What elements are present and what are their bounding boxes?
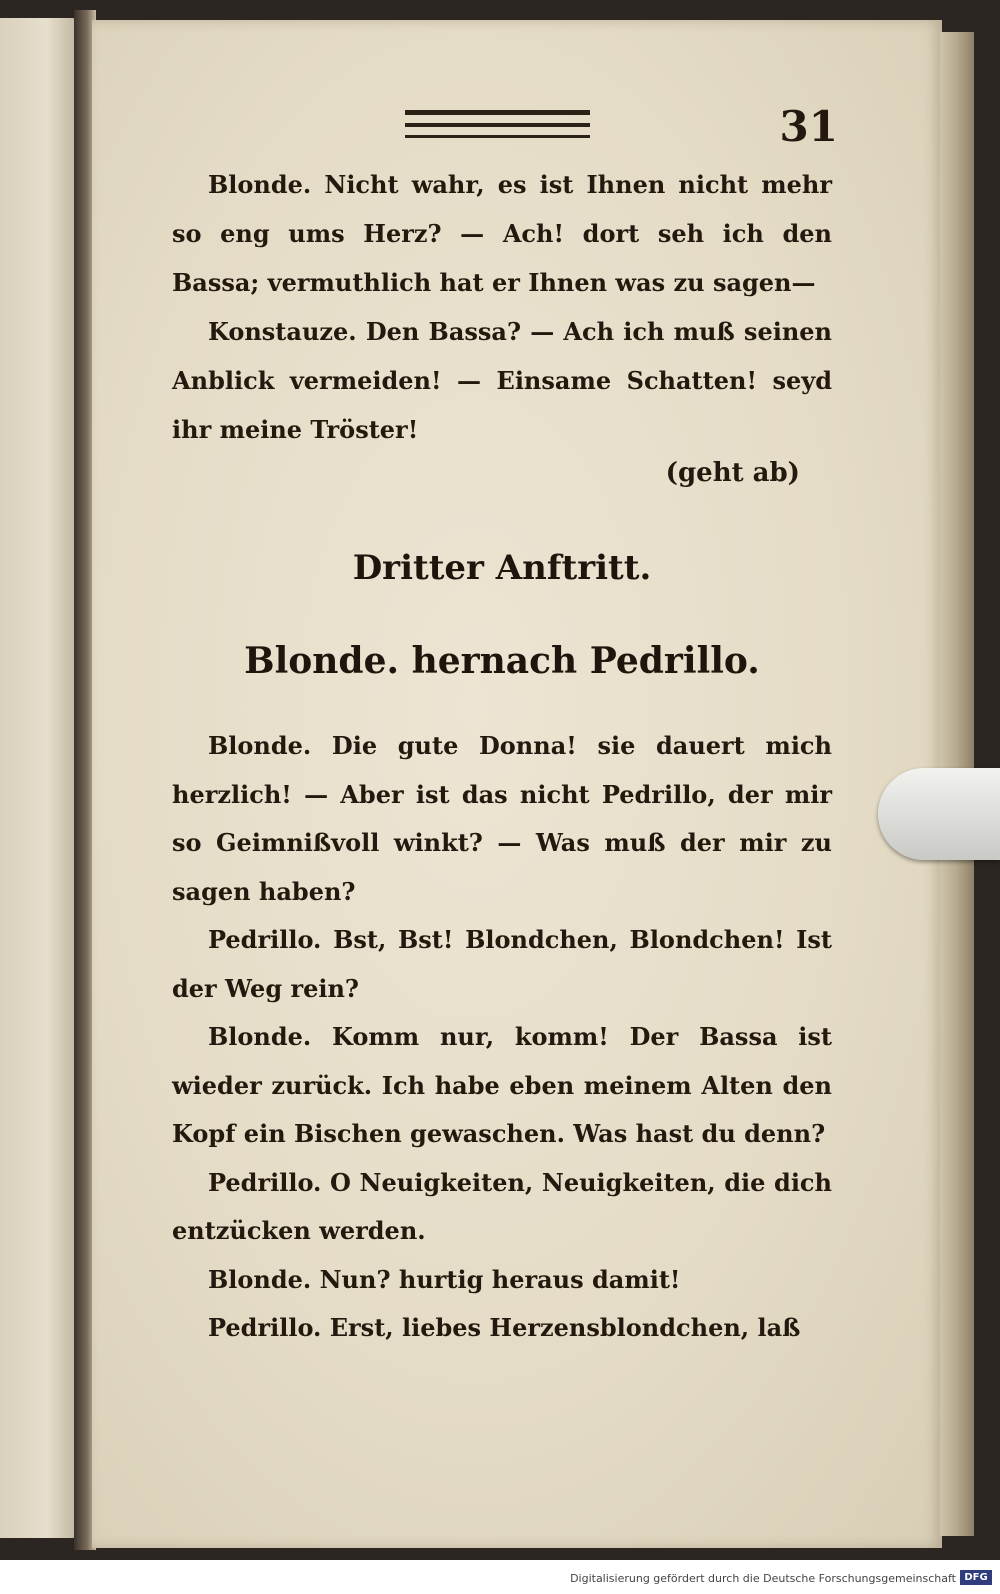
paragraph: Blonde. Nicht wahr, es ist Ihnen nicht mehr so eng ums Herz? — Ach! dort seh ich den Bassa; vermuthlich hat er Ihnen was zu sagen—	[172, 170, 832, 297]
passage-top	[172, 160, 832, 454]
dfg-logo: DFG	[960, 1570, 992, 1585]
paragraph: Pedrillo. Bst, Bst! Blondchen, Blondchen! Ist der Weg rein?	[172, 925, 832, 1003]
header-ornament-rule	[405, 110, 590, 138]
paragraph: Blonde. Nun? hurtig heraus damit!	[208, 1264, 681, 1294]
paragraph: Blonde. Die gute Donna! sie dauert mich herzlich! — Aber ist das nicht Pedrillo, der mir so Geimnißvoll winkt? — Was muß der mir zu sagen haben?	[172, 731, 832, 906]
scene-cast: Blonde. hernach Pedrillo.	[244, 640, 760, 682]
paragraph: Pedrillo. O Neuigkeiten, Neuigkeiten, die dich entzücken werden.	[172, 1167, 832, 1245]
paragraph: Konstauze. Den Bassa? — Ach ich muß seinen Anblick vermeiden! — Einsame Schatten! seyd ihr meine Tröster!	[172, 317, 832, 444]
scan-tab-marker	[878, 768, 1000, 860]
paragraph: Pedrillo. Erst, liebes Herzensblondchen, laß	[208, 1313, 801, 1342]
scene-title: Dritter Anftritt.	[352, 548, 652, 588]
passage-bottom	[172, 722, 832, 1353]
page-number: 31	[779, 102, 838, 151]
previous-page-edge	[0, 18, 78, 1538]
paragraph: Blonde. Komm nur, komm! Der Bassa ist wieder zurück. Ich habe eben meinem Alten den Kopf ein Bischen gewaschen. Was hast du denn?	[172, 1022, 832, 1148]
footer-credit: Digitalisierung gefördert durch die Deutsche Forschungsgemeinschaft	[570, 1572, 956, 1585]
stage-direction: (geht ab)	[665, 458, 800, 488]
